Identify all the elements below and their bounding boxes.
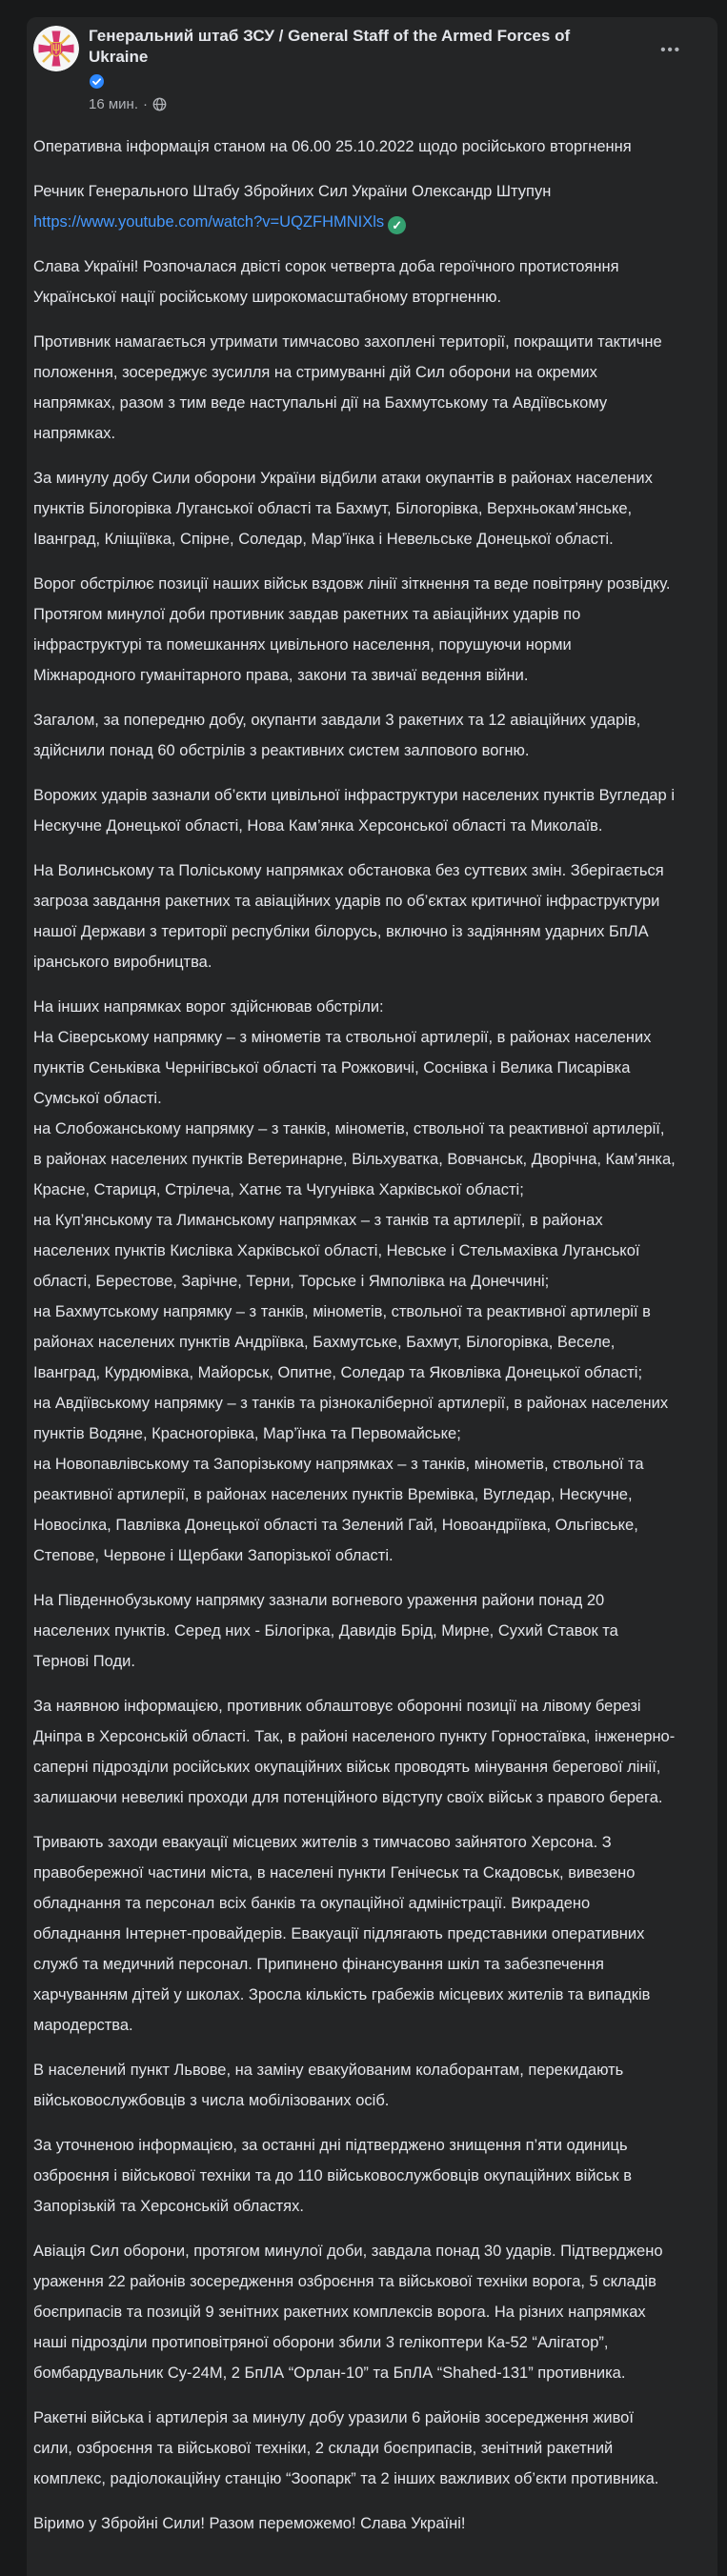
post-paragraph: Ворожих ударів зазнали об’єкти цивільної інфраструктури населених пунктів Вугледар і Нескучне Донецької області, Нова Кам’янка Херсонської області та Миколаїв.	[33, 787, 675, 835]
more-options-icon: •••	[660, 42, 681, 58]
page-name[interactable]: Генеральний штаб ЗСУ / General Staff of the Armed Forces of Ukraine	[89, 27, 571, 66]
general-staff-emblem-icon	[33, 26, 79, 71]
post-paragraph: На інших напрямках ворог здійснював обстріли: На Сіверському напрямку – з мінометів та ствольної артилерії, в районах населених пунктів Сеньківка Чернігівської області та Рожковичі, Соснівка і Велика Писарівка Сумської області. на Слобожанському напрямку – з танків, мінометів, ствольної та реактивної артилерії, в районах населених пунктів Ветеринарне, Вільхуватка, Вовчанськ, Дворічна, Кам’янка, Красне, Стариця, Стрілеча, Хатнє та Чугунівка Харківської області; на Куп’янському та Лиманському напрямках – з танків та артилерії, в районах населених пунктів Кислівка Харківської області, Невське і Стельмахівка Луганської області, Берестове, Зарічне, Терни, Торське і Ямполівка на Донеччині; на Бахмутському напрямку – з танків, мінометів, ствольної та реактивної артилерії в районах населених пунктів Андріївка, Бахмутське, Бахмут, Білогорівка, Веселе, Іванград, Курдюмівка, Майорськ, Опитне, Соледар та Яковлівка Донецької області; на Авдіївському напрямку – з танків та різнокаліберної артилерії, в районах населених пунктів Водяне, Красногорівка, Мар’їнка та Первомайське; на Новопавлівському та Запорізькому напрямках – з танків, мінометів, ствольної та реактивної артилерії, в районах населених пунктів Времівка, Вугледар, Нескучне, Новосілка, Павлівка Донецької області та Зелений Гай, Новоандріївка, Ольгівське, Степове, Червоне і Щербаки Запорізької області.	[33, 998, 676, 1564]
youtube-link[interactable]: https://www.youtube.com/watch?v=UQZFHMNIXls	[33, 213, 385, 231]
post-paragraph: Авіація Сил оборони, протягом минулої доби, завдала понад 30 ударів. Підтверджено ураження 22 районів зосередження озброєння та військової техніки ворога, 5 складів боєприпасів та позицій 9 зенітних ракетних комплексів ворога. На різних напрямках наші підрозділи протиповітряної оборони збили 3 гелікоптери Ка-52 “Алігатор”, бомбардувальник Су-24М, 2 БпЛА “Орлан-10” та БпЛА “Shahed-131” противника.	[33, 2243, 663, 2382]
post-paragraph: В населений пункт Львове, на заміну евакуйованим колаборантам, перекидають військовослужбовців з числа мобілізованих осіб.	[33, 2062, 624, 2109]
post-paragraph: На Південнобузькому напрямку зазнали вогневого ураження райони понад 20 населених пунктів. Серед них - Білогірка, Давидів Брід, Мирне, Сухий Ставок та Тернові Поди.	[33, 1592, 618, 1670]
verified-badge-icon	[90, 74, 104, 89]
badge-row	[90, 74, 704, 89]
post-header	[27, 17, 717, 111]
post-paragraph: За уточненою інформацією, за останні дні підтверджено знищення п’яти одиниць озброєння і військової техніки та до 110 військовослужбовців окупаційних військ в Запорізькій та Херсонській областях.	[33, 2137, 632, 2215]
post-paragraph: Тривають заходи евакуації місцевих жителів з тимчасово зайнятого Херсона. З правобережної частини міста, в населені пункти Генічеськ та Скадовськ, вивезено обладнання та персонал всіх банків та окупаційної адміністрації. Викрадено обладнання Інтернет-провайдерів. Евакуації підлягають представники оперативних служб та медичний персонал. Припинено фінансування шкіл та забезпечення харчуванням дітей у школах. Зросла кількість грабежів місцевих жителів та випадків мародерства.	[33, 1834, 651, 2034]
post-paragraph: Речник Генерального Штабу Збройних Сил України Олександр Штупун https://www.youtube.com/watch?v=UQZFHMNIXls ✓	[33, 183, 552, 232]
post-paragraph: Ракетні війська і артилерія за минулу добу уразили 6 районів зосередження живої сили, озброєння та військової техніки, 2 склади боєприпасів, зенітний ракетний комплекс, радіолокаційну станцію “Зоопарк” та 2 інших важливих об’єкти противника.	[33, 2409, 659, 2487]
page-avatar[interactable]	[33, 26, 79, 71]
header-text	[89, 26, 704, 111]
green-check-emoji: ✓	[388, 216, 406, 234]
post-paragraph: Віримо у Збройні Сили! Разом переможемо! Слава Україні!	[33, 2515, 466, 2532]
post-paragraph: За наявною інформацією, противник облаштовує оборонні позиції на лівому березі Дніпра в Херсонській області. Так, в районі населеного пункту Горностаївка, інженерно-саперні підрозділи російських окупаційних військ проводять мінування берегової лінії, залишаючи невеликі проходи для потенційного відступу своїх військ з правого берега.	[33, 1698, 676, 1806]
post-paragraph: Загалом, за попередню добу, окупанти завдали 3 ракетних та 12 авіаційних ударів, здійснили понад 60 обстрілів з реактивних систем залпового вогню.	[33, 712, 641, 759]
facebook-post-card	[27, 17, 717, 2576]
meta-separator: ·	[143, 96, 148, 112]
post-timestamp[interactable]: 16 мин.	[89, 96, 138, 112]
post-paragraph: На Волинському та Поліському напрямках обстановка без суттєвих змін. Зберігається загроза завдання ракетних та авіаційних ударів по об’єктах критичної інфраструктури нашої Держави з території республіки білорусь, включно із задіянням ударних БпЛА іранського виробництва.	[33, 862, 664, 971]
post-paragraph: Ворог обстрілює позиції наших військ вздовж лінії зіткнення та веде повітряну розвідку. Протягом минулої доби противник завдав ракетних та авіаційних ударів по інфраструктурі та помешканнях цивільного населення, порушуючи норми Міжнародного гуманітарного права, закони та звичаї ведення війни.	[33, 575, 671, 684]
post-paragraph: Противник намагається утримати тимчасово захоплені території, покращити тактичне положення, зосереджує зусилля на стримуванні дій Сил оборони на окремих напрямках, разом з тим веде наступальні дії на Бахмутському та Авдіївському напрямках.	[33, 333, 662, 442]
meta-row	[89, 97, 704, 111]
globe-icon	[152, 97, 167, 111]
post-paragraph: Оперативна інформація станом на 06.00 25.10.2022 щодо російського вторгнення	[33, 138, 632, 155]
post-paragraph: За минулу добу Сили оборони України відбили атаки окупантів в районах населених пунктів Білогорівка Луганської області та Бахмут, Білогорівка, Верхньокам’янське, Іванград, Кліщіївка, Спірне, Соледар, Мар’їнка і Невельське Донецької області.	[33, 470, 653, 548]
post-menu-button[interactable]	[655, 36, 687, 64]
post-body	[27, 111, 717, 2576]
post-paragraph: Слава Україні! Розпочалася двісті сорок четверта доба героїчного протистояння Української нації російському широкомасштабному вторгненню.	[33, 258, 619, 306]
